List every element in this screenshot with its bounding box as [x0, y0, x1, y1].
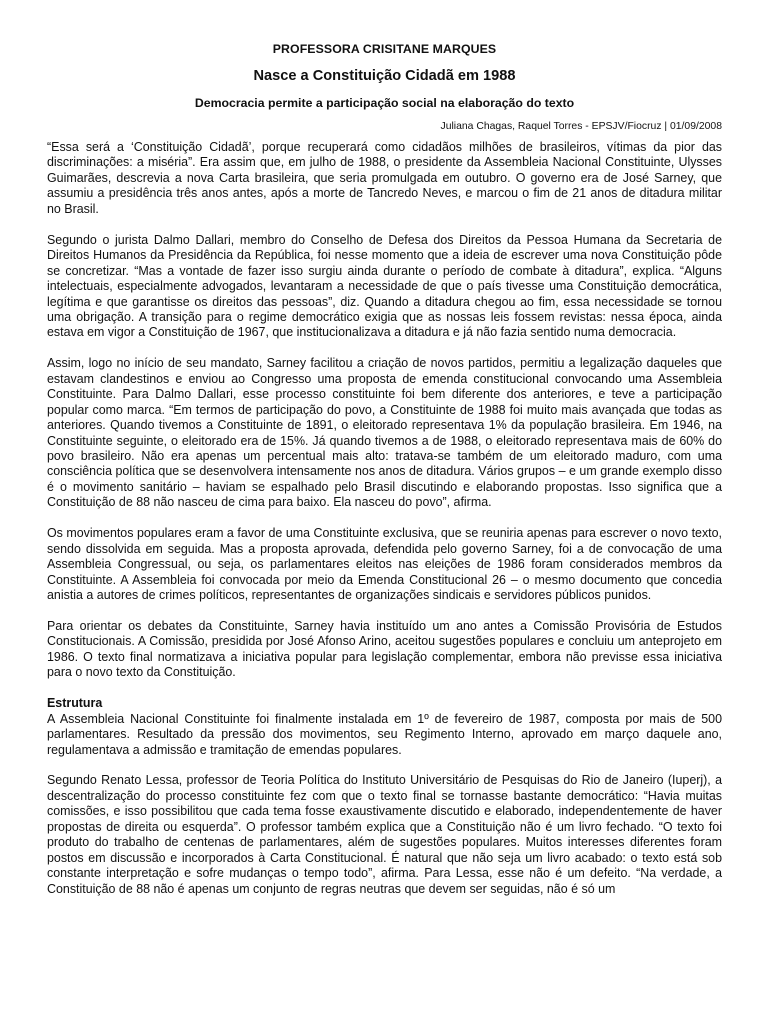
- section-paragraph-1: A Assembleia Nacional Constituinte foi finalmente instalada em 1º de fevereiro de 1987, composta por mais de 500 parlamentares. Resultado da pressão dos movimentos, seu Regimento Interno, aprovado em março daquele ano, regulamentava a admissão e tramitação de emendas populares.: [47, 711, 722, 757]
- paragraph-4: Os movimentos populares eram a favor de uma Constituinte exclusiva, que se reuniria apenas para escrever o novo texto, sendo dissolvida em seguida. Mas a proposta aprovada, defendida pelo governo Sarney, foi a de convocação de uma Assembleia Congressual, ou seja, os parlamentares eleitos nas eleições de 1986 foram considerados membros da Constituinte. A Assembleia foi convocada por meio da Emenda Constitucional 26 – o mesmo documento que concedia anistia a autores de crimes políticos, representantes de organizações sindicais e servidores públicos punidos.: [47, 526, 722, 603]
- paragraph-2: Segundo o jurista Dalmo Dallari, membro do Conselho de Defesa dos Direitos da Pessoa Humana da Secretaria de Direitos Humanos da Presidência da República, foi nesse momento que a ideia de escrever uma nova Constituição pôde se concretizar. “Mas a vontade de fazer isso surgiu ainda durante o período de combate à ditadura”, explica. “Alguns intelectuais, especialmente advogados, levantaram a necessidade de que o país tivesse uma Constituição democrática, legítima e que garantisse os direitos das pessoas”, diz. Quando a ditadura chegou ao fim, essa necessidade se tornou uma obrigação. A transição para o regime democrático exigia que as nossas leis fossem revistas: nessa época, ainda estava em vigor a Constituição de 1967, que institucionalizava a ditadura e já não fazia sentido numa democracia.: [47, 232, 722, 340]
- article-body: [47, 140, 722, 897]
- byline: Juliana Chagas, Raquel Torres - EPSJV/Fiocruz | 01/09/2008: [440, 121, 722, 132]
- article-title: Nasce a Constituição Cidadã em 1988: [253, 68, 516, 84]
- section-paragraph-2: Segundo Renato Lessa, professor de Teoria Política do Instituto Universitário de Pesquisas do Rio de Janeiro (Iuperj), a descentralização do processo constituinte fez com que o texto final se tornasse bastante democrático: “Havia muitas comissões, e isso possibilitou que cada tema fosse exaustivamente discutido e elaborado, independentemente de haver propostas de direita ou esquerda”. O professor também explica que a Constituição não é um livro fechado. “O texto foi produto do trabalho de centenas de parlamentares, além de sugestões populares. Muitos interesses diferentes foram postos em discussão e incorporados à Carta Constitucional. É natural que não seja um livro acabado: o texto está sob constante interpretação e sofre mudanças o tempo todo”, afirma. Para Lessa, esse não é um defeito. “Na verdade, a Constituição de 88 não é apenas um conjunto de regras neutras que devem ser seguidas, não é só um: [47, 773, 722, 896]
- author-label: PROFESSORA CRISITANE MARQUES: [272, 42, 497, 56]
- article-subtitle: Democracia permite a participação social na elaboração do texto: [194, 96, 575, 110]
- paragraph-3: Assim, logo no início de seu mandato, Sarney facilitou a criação de novos partidos, permitiu a legalização daqueles que estavam clandestinos e enviou ao Congresso uma proposta de emenda constitucional convocando uma Assembleia Constituinte. Para Dalmo Dallari, esse processo constituinte foi bem diferente dos anteriores, e teve a participação popular como marca. “Em termos de participação do povo, a Constituinte de 1988 foi muito mais avançada que todas as anteriores. Quando tivemos a Constituinte de 1891, o eleitorado representava 1% da população brasileira. Em 1946, na Constituinte seguinte, o eleitorado era de 15%. Já quando tivemos a de 1988, o eleitorado representava mais de 60% do povo brasileiro. Não era apenas um percentual mais alto: tratava-se também de um eleitorado maduro, com uma consciência política que se desenvolvera intensamente nos anos de ditadura. Vários grupos – e um grande exemplo disso é o movimento sanitário – haviam se espalhado pelo Brasil discutindo e elaborando propostas. Isso significa que a Constituição de 88 não nasceu de cima para baixo. Ela nasceu do povo”, afirma.: [47, 356, 722, 510]
- section-heading: Estrutura: [47, 696, 103, 711]
- paragraph-5: Para orientar os debates da Constituinte, Sarney havia instituído um ano antes a Comissão Provisória de Estudos Constitucionais. A Comissão, presidida por José Afonso Arino, aceitou sugestões populares e concluiu um anteprojeto em 1986. O texto final normatizava a iniciativa popular para legislação complementar, embora não previsse essa iniciativa para o novo texto da Constituição.: [47, 618, 722, 680]
- paragraph-1: “Essa será a ‘Constituição Cidadã’, porque recuperará como cidadãos milhões de brasileiros, vítimas da pior das discriminações: a miséria”. Era assim que, em julho de 1988, o presidente da Assembleia Nacional Constituinte, Ulysses Guimarães, descrevia a nova Carta brasileira, que seria promulgada em outubro. O governo era de José Sarney, que assumiu a presidência três anos antes, após a morte de Tancredo Neves, e marcou o fim de 21 anos de ditadura militar no Brasil.: [47, 140, 722, 216]
